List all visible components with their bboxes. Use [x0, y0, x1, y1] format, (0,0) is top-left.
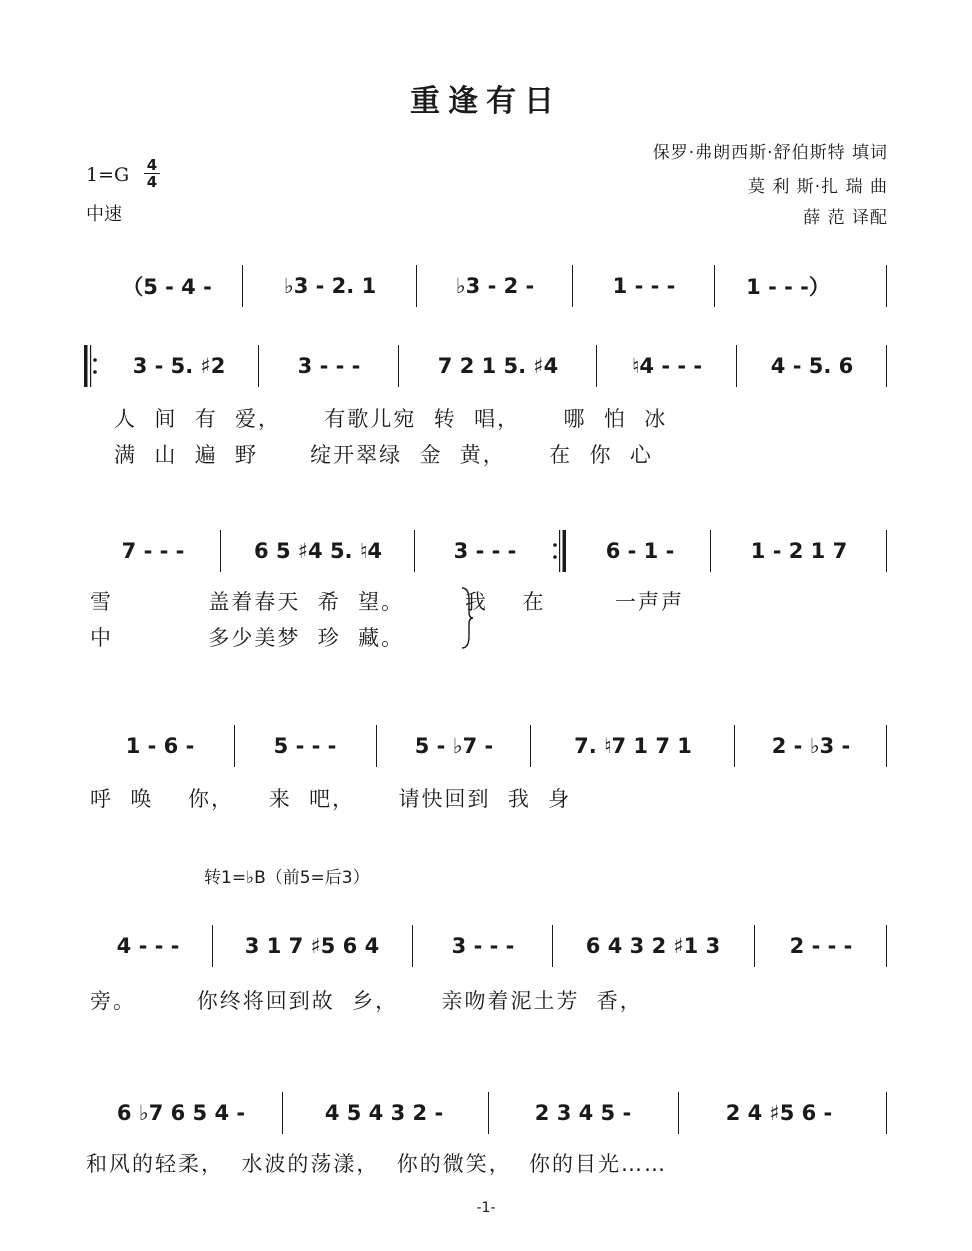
barline [376, 725, 377, 767]
barline [678, 1092, 679, 1134]
barline [552, 925, 553, 967]
barline [412, 925, 413, 967]
lyric-brace [460, 586, 474, 650]
barline [886, 345, 887, 387]
system-5 [90, 868, 888, 1013]
measure: ♮4 - - - [631, 354, 703, 378]
barline [572, 265, 573, 307]
measure: 3 - - - [451, 934, 515, 958]
measure: 3 - 5. ♯2 [132, 354, 226, 378]
measure: 3 1 7 ♯5 6 4 [244, 934, 380, 958]
page-number: -1- [476, 1200, 496, 1216]
barline [282, 1092, 283, 1134]
measure: 4 - - - [116, 934, 180, 958]
measure: 7. ♮7 1 7 1 [574, 734, 692, 758]
barline [710, 530, 711, 572]
measure: 3 - - - [453, 539, 517, 563]
barline [530, 725, 531, 767]
measure: 1 - 6 - [125, 734, 195, 758]
measure: 7 2 1 5. ♯4 [437, 354, 559, 378]
barline [886, 925, 887, 967]
measure: 4 - 5. 6 [770, 354, 854, 378]
measure: 2 - - - [789, 934, 853, 958]
barline [220, 530, 221, 572]
credit-translator: 薛 范 译配 [803, 208, 888, 228]
barline [886, 265, 887, 307]
barline [714, 265, 715, 307]
time-signature [142, 158, 162, 189]
tempo-marking: 中速 [86, 204, 122, 225]
barline [886, 1092, 887, 1134]
lyric-line: 满 山 遍 野 绽开翠绿 金 黄， 在 你 心 [114, 443, 653, 467]
measure: 2 - ♭3 - [771, 734, 851, 758]
measure: ♭3 - 2 - [455, 274, 535, 298]
barline [754, 925, 755, 967]
repeat-start-sign [84, 345, 98, 387]
measure: 1 - - -） [746, 275, 830, 299]
barline [488, 1092, 489, 1134]
barline [398, 345, 399, 387]
barline [734, 725, 735, 767]
lyric-line: 呼 唤 你， 来 吧， 请快回到 我 身 [90, 787, 572, 811]
credit-lyricist: 保罗·弗朗西斯·舒伯斯特 填词 [652, 143, 888, 163]
measure: 1 - - - [612, 274, 676, 298]
measure: 3 - - - [297, 354, 361, 378]
modulation-marking: 转1=♭B（前5=后3） [204, 868, 370, 888]
measure: 1 - 2 1 7 [750, 539, 848, 563]
system-4 [90, 725, 888, 811]
repeat-end-sign [552, 530, 568, 572]
measure: 4 5 4 3 2 - [324, 1101, 444, 1125]
measure: 6 5 ♯4 5. ♮4 [254, 539, 382, 563]
song-title: 重逢有日 [410, 84, 562, 119]
lyric-line: 雪 盖着春天 希 望。 我 在 一声声 [90, 590, 684, 614]
measure: 6 ♭7 6 5 4 - [116, 1101, 246, 1125]
barline [414, 530, 415, 572]
key-signature: 1=G [86, 164, 130, 186]
barline [886, 725, 887, 767]
lyric-line: 中 多少美梦 珍 藏。 [90, 626, 405, 650]
system-3 [90, 530, 888, 650]
barline [416, 265, 417, 307]
system-2 [90, 345, 888, 467]
measure: ♭3 - 2. 1 [283, 274, 377, 298]
barline [736, 345, 737, 387]
barline [886, 530, 887, 572]
time-signature-bottom: 4 [146, 173, 158, 191]
system-6 [86, 1092, 888, 1176]
credit-composer: 莫 利 斯·扎 瑞 曲 [747, 177, 888, 197]
time-signature-top: 4 [146, 156, 158, 174]
measure: 2 4 ♯5 6 - [725, 1101, 833, 1125]
measure: 5 - ♭7 - [414, 734, 494, 758]
barline [258, 345, 259, 387]
measure: （5 - 4 - [122, 275, 212, 299]
barline [242, 265, 243, 307]
measure: 6 4 3 2 ♯1 3 [585, 934, 721, 958]
measure: 5 - - - [273, 734, 337, 758]
barline [596, 345, 597, 387]
lyric-line: 旁。 你终将回到故 乡， 亲吻着泥土芳 香， [90, 989, 643, 1013]
measure: 2 3 4 5 - [534, 1101, 632, 1125]
measure: 6 - 1 - [605, 539, 675, 563]
lyric-line: 和风的轻柔， 水波的荡漾， 你的微笑， 你的目光…… [86, 1152, 668, 1176]
system-1 [90, 265, 888, 307]
lyric-line: 人 间 有 爱， 有歌儿宛 转 唱， 哪 怕 冰 [114, 407, 668, 431]
barline [234, 725, 235, 767]
measure: 7 - - - [121, 539, 185, 563]
barline [212, 925, 213, 967]
